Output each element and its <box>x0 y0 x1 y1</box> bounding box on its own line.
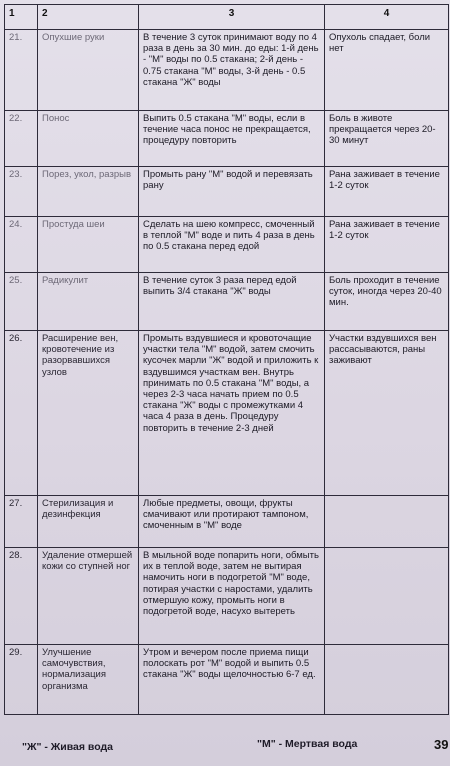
table-row <box>5 111 449 167</box>
row-number: 24. <box>5 217 38 273</box>
result-cell: Рана заживает в течение 1-2 суток <box>325 217 449 273</box>
instruction-cell: В течение 3 суток принимают воду по 4 раза в день за 30 мин. до еды: 1-й день - "М" воды по 0.5 стакана; 2-й день - 0.75 стакана "М" воды, 3-й день - 0.5 стакана "Ж" воды <box>139 30 325 111</box>
table-row <box>5 217 449 273</box>
instruction-cell: Выпить 0.5 стакана "М" воды, если в течение часа понос не прекращается, процедуру повторить <box>139 111 325 167</box>
row-number: 22. <box>5 111 38 167</box>
ailment-cell: Расширение вен, кровотечение из разорвавшихся узлов <box>38 331 139 496</box>
ailment-cell: Понос <box>38 111 139 167</box>
instruction-cell: Утром и вечером после приема пищи полоскать рот "М" водой и выпить 0.5 стакана "Ж" воды щелочностью 6-7 ед. <box>139 645 325 715</box>
instruction-cell: Промыть рану "М" водой и перевязать рану <box>139 167 325 217</box>
result-cell <box>325 548 449 645</box>
table-row <box>5 167 449 217</box>
instruction-cell: Промыть вздувшиеся и кровоточащие участки тела "М" водой, затем смочить кусочек марли "Ж" водой и приложить к вздувшимся участкам вен. Внутрь принимать по 0.5 стакана "М" воды, а через 2-3 часа начать прием по 0.5 стакана "Ж" воды с промежутками 4 часа 4 раза в день. Процедуру повторить в течение 2-3 дней <box>139 331 325 496</box>
instruction-cell: Сделать на шею компресс, смоченный в теплой "М" воде и пить 4 раза в день по 0.5 стакана перед едой <box>139 217 325 273</box>
table-header-row <box>5 5 449 30</box>
row-number: 25. <box>5 273 38 331</box>
result-cell: Боль в животе прекращается через 20-30 минут <box>325 111 449 167</box>
table-row <box>5 331 449 496</box>
ailment-cell: Удаление отмершей кожи со ступней ног <box>38 548 139 645</box>
remedies-table <box>4 4 449 715</box>
result-cell <box>325 496 449 548</box>
table-row <box>5 496 449 548</box>
result-cell: Опухоль спадает, боли нет <box>325 30 449 111</box>
instruction-cell: В течение суток 3 раза перед едой выпить 3/4 стакана "Ж" воды <box>139 273 325 331</box>
table-row <box>5 30 449 111</box>
row-number: 27. <box>5 496 38 548</box>
instruction-cell: Любые предметы, овощи, фрукты смачивают или протирают тампоном, смоченным в "М" воде <box>139 496 325 548</box>
legend-dead-water: "М" - Мертвая вода <box>257 738 358 750</box>
table-row <box>5 273 449 331</box>
ailment-cell: Улучшение самочувствия, нормализация организма <box>38 645 139 715</box>
row-number: 21. <box>5 30 38 111</box>
ailment-cell: Простуда шеи <box>38 217 139 273</box>
ailment-cell: Радикулит <box>38 273 139 331</box>
page-number: 39 <box>434 737 449 752</box>
row-number: 28. <box>5 548 38 645</box>
ailment-cell: Опухшие руки <box>38 30 139 111</box>
header-col-1: 1 <box>5 5 38 30</box>
legend-live-water: "Ж" - Живая вода <box>22 741 114 753</box>
result-cell: Рана заживает в течение 1-2 суток <box>325 167 449 217</box>
result-cell <box>325 645 449 715</box>
ailment-cell: Стерилизация и дезинфекция <box>38 496 139 548</box>
header-col-3: 3 <box>139 5 325 30</box>
header-col-2: 2 <box>38 5 139 30</box>
row-number: 26. <box>5 331 38 496</box>
header-col-4: 4 <box>325 5 449 30</box>
instruction-cell: В мыльной воде попарить ноги, обмыть их в теплой воде, затем не вытирая намочить ноги в подогретой "М" воде, потирая участки с наростами, удалить отмершую кожу, промыть ноги в подогретой воде, насухо вытереть <box>139 548 325 645</box>
table-row <box>5 548 449 645</box>
result-cell: Боль проходит в течение суток, иногда через 20-40 мин. <box>325 273 449 331</box>
result-cell: Участки вздувшихся вен рассасываются, раны заживают <box>325 331 449 496</box>
row-number: 29. <box>5 645 38 715</box>
ailment-cell: Порез, укол, разрыв <box>38 167 139 217</box>
row-number: 23. <box>5 167 38 217</box>
table-row <box>5 645 449 715</box>
